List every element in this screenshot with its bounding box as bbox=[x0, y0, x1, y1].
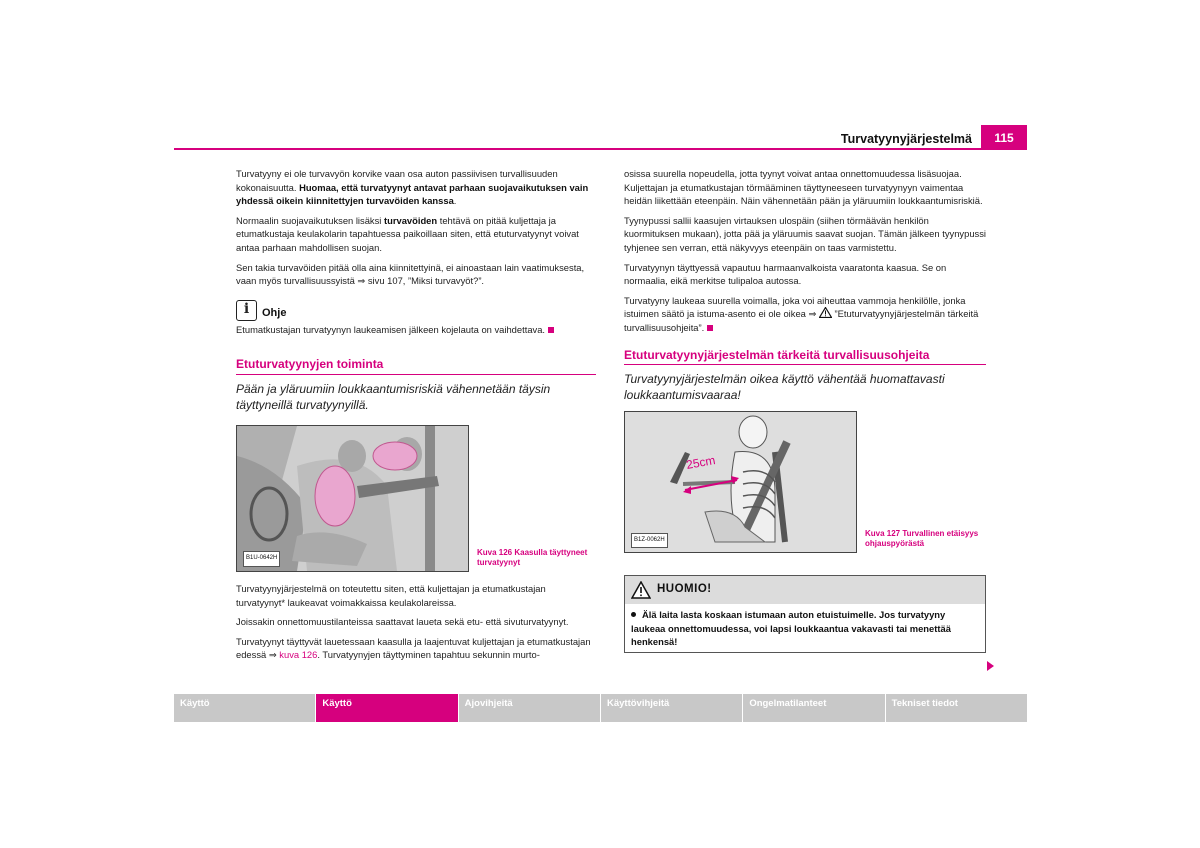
tab-kayttovihjeita[interactable]: Käyttövihjeitä bbox=[601, 694, 742, 722]
distance-label: 25cm bbox=[685, 453, 717, 473]
warning-triangle-icon bbox=[631, 581, 651, 599]
section-intro: Pään ja yläruumiin loukkaantumisriskiä vähennetään täysin täyttyneillä turvatyynyillä. bbox=[236, 381, 551, 412]
paragraph: osissa suurella nopeudella, jotta tyynyt voivat antaa onnettomuudessa lisäsuojaa. Kuljettajan ja etumatkustajan törmääminen täyttyneeseen turvatyynyyn vaimentaa heidän liikettään eteenpäin. Näin vähennetään pään ja yläruumiin loukkaantumisriskiä. bbox=[624, 168, 983, 207]
figure-code: B1Z-0062H bbox=[631, 533, 668, 549]
paragraph: Turvatyynyt täyttyvät lauetessaan kaasulla ja laajentuvat kuljettajan ja etumatkustajan edessä ⇒ kuva 126. Turvatyynyjen täyttyminen tapahtuu sekunnin murto- bbox=[236, 635, 591, 661]
figure-link[interactable]: kuva 126 bbox=[279, 649, 318, 661]
tab-kaytto-1[interactable]: Käyttö bbox=[174, 694, 315, 722]
figure-126 bbox=[236, 425, 596, 572]
footer-nav bbox=[174, 694, 1027, 722]
paragraph: Turvatyyny ei ole turvavyön korvike vaan osa auton passiivisen turvallisuuden kokonaisuutta. Huomaa, että turvatyynyt antavat parhaan suojavaikutuksen vain yhdessä oikein kiinnitettyjen turvavöiden kanssa. bbox=[236, 168, 589, 207]
section-heading: Etuturvatyynyjärjestelmän tärkeitä turvallisuusohjeita bbox=[624, 349, 986, 366]
paragraph: Sen takia turvavöiden pitää olla aina kiinnitettyinä, ei ainoastaan lain vaatimuksesta, vaan myös turvallisuussyistä ⇒ sivu 107, ”Miksi turvavyöt?”. bbox=[236, 261, 585, 287]
bullet-icon bbox=[631, 612, 636, 617]
warning-header bbox=[625, 576, 985, 604]
figure-caption: Kuva 127 Turvallinen etäisyys ohjauspyörästä bbox=[865, 529, 979, 549]
left-column bbox=[236, 167, 596, 668]
info-icon: i bbox=[236, 300, 257, 321]
warning-box bbox=[624, 575, 986, 653]
page-header-title: Turvatyynyjärjestelmä bbox=[840, 132, 972, 146]
note-title: Ohje bbox=[262, 307, 287, 320]
tab-ongelmatilanteet[interactable]: Ongelmatilanteet bbox=[743, 694, 884, 722]
section-heading: Etuturvatyynyjen toiminta bbox=[236, 358, 596, 375]
paragraph: Joissakin onnettomuustilanteissa saattavat laueta sekä etu- että sivuturvatyynyt. bbox=[236, 616, 569, 628]
paragraph: Tyynypussi sallii kaasujen virtauksen ulospäin (siihen törmäävän henkilön kuormituksen mukaan), jotta pää ja yläruumis saavat suojan. Tämän jälkeen tyynypussi tyhjenee sen verran, että näkyvyys eteenpäin on taas varmistettu. bbox=[624, 214, 986, 253]
page-number: 115 bbox=[981, 125, 1027, 150]
note-text: Etumatkustajan turvatyynyn laukeamisen jälkeen kojelauta on vaihdettava. bbox=[236, 323, 596, 337]
paragraph: Turvatyyny laukeaa suurella voimalla, joka voi aiheuttaa vammoja henkilölle, jonka istuimen säätö ja istuma-asento ei ole oikea ⇒ ”Etuturvatyynyjärjestelmän tärkeitä turvallisuusohjeita”. bbox=[624, 294, 979, 333]
note-header bbox=[236, 300, 596, 321]
warning-title: HUOMIO! bbox=[657, 583, 712, 596]
distance-drawing bbox=[625, 412, 856, 552]
end-mark-icon bbox=[548, 327, 554, 333]
tab-kaytto-2[interactable]: Käyttö bbox=[316, 694, 457, 722]
paragraph: Turvatyynyjärjestelmä on toteutettu siten, että kuljettajan ja etumatkustajan turvatyynyt* laukeavat voimakkaissa keulakolareissa. bbox=[236, 582, 546, 608]
next-page-arrow-icon bbox=[987, 661, 994, 671]
airbag-illustration bbox=[236, 425, 469, 572]
paragraph: Normaalin suojavaikutuksen lisäksi turvavöiden tehtävä on pitää kuljettaja ja etumatkustaja keulakolarin tapahtuessa paikoillaan siten, että etuturvatyynyt voivat antaa parhaan mahdollisen suojan. bbox=[236, 214, 579, 253]
airbag-drawing bbox=[237, 426, 468, 571]
paragraph: Turvatyynyn täyttyessä vapautuu harmaanvalkoista vaaratonta kaasua. Se on normaalia, eikä merkitse tulipaloa autossa. bbox=[624, 261, 947, 287]
header-rule bbox=[174, 148, 1027, 150]
distance-illustration bbox=[624, 411, 857, 553]
right-column bbox=[624, 167, 986, 653]
section-intro: Turvatyynyjärjestelmän oikea käyttö vähentää huomattavasti loukkaantumisvaaraa! bbox=[624, 372, 945, 403]
tab-tekniset-tiedot[interactable]: Tekniset tiedot bbox=[886, 694, 1027, 722]
end-mark-icon bbox=[707, 325, 713, 331]
figure-caption: Kuva 126 Kaasulla täyttyneet turvatyynyt bbox=[477, 547, 588, 567]
figure-code: B1U-0642H bbox=[243, 551, 280, 567]
figure-127 bbox=[624, 411, 986, 553]
tab-ajovihjeita[interactable]: Ajovihjeitä bbox=[459, 694, 600, 722]
warning-body: Älä laita lasta koskaan istumaan auton etuistuimelle. Jos turvatyyny laukeaa onnettomuudessa, voi lapsi loukkaantua vakavasti tai menettää henkensä! bbox=[631, 609, 951, 648]
warning-triangle-icon bbox=[819, 307, 832, 318]
